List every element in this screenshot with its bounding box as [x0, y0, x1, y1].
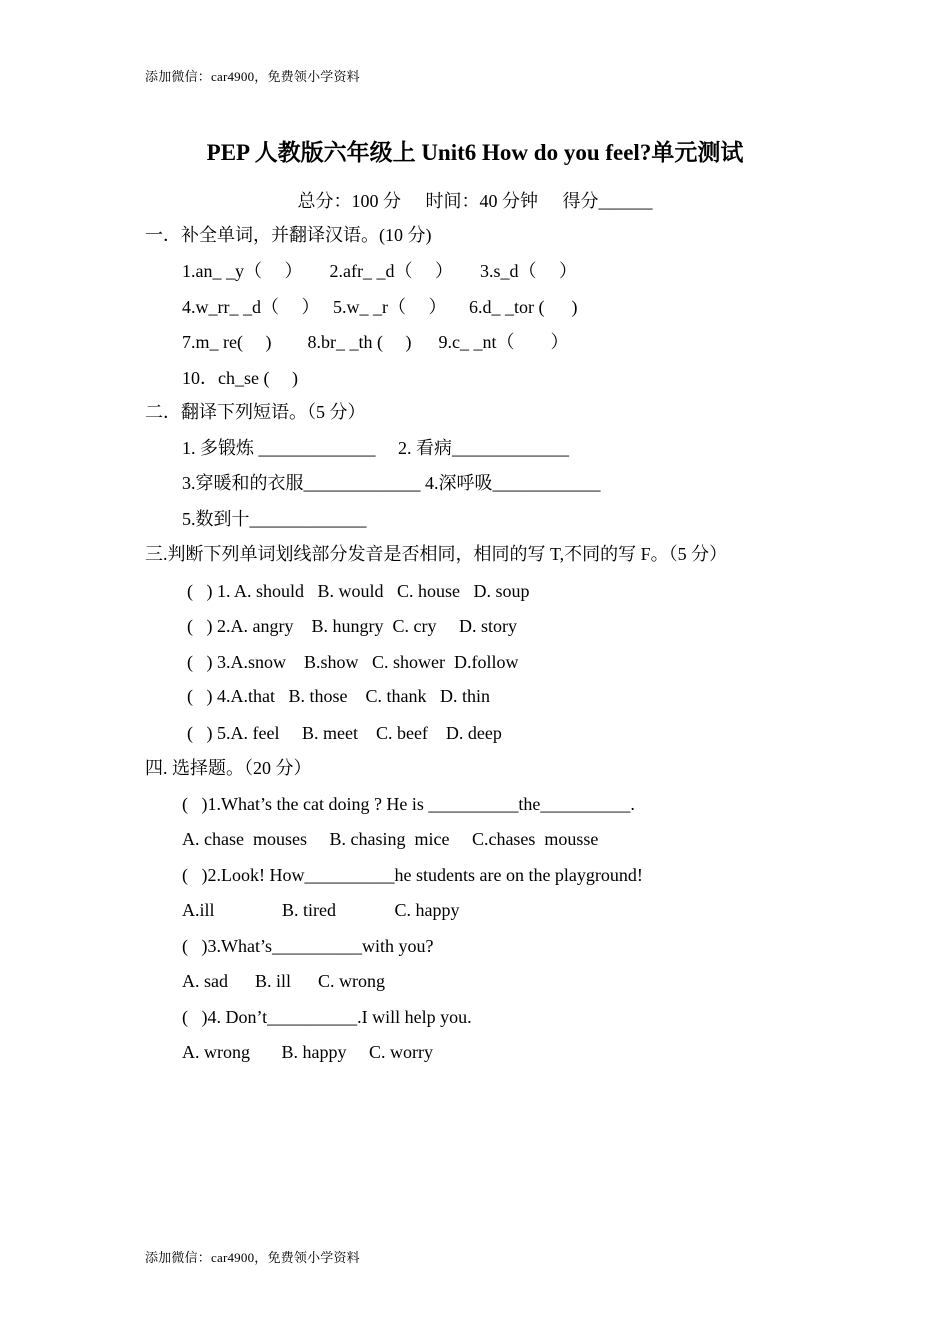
- section-3-row: ( ) 3.A.snow B.show C. shower D.follow: [187, 652, 519, 672]
- section-2-row: 5.数到十_____________: [182, 509, 367, 529]
- section-4-question: ( )1.What’s the cat doing ? He is __________the__________.: [182, 794, 635, 814]
- section-3-row: ( ) 1. A. should B. would C. house D. soup: [187, 581, 530, 601]
- page-footer-note: 添加微信：car4900，免费领小学资料: [145, 1250, 360, 1265]
- time-limit: 时间：40 分钟: [425, 191, 538, 211]
- page-header-note: 添加微信：car4900，免费领小学资料: [145, 69, 360, 84]
- section-2-row: 1. 多锻炼 _____________ 2. 看病_____________: [182, 438, 569, 458]
- total-score: 总分：100 分: [297, 191, 401, 211]
- section-1-row: 4.w_rr_ _d（ ） 5.w_ _r（ ） 6.d_ _tor ( ): [182, 297, 578, 317]
- section-3-heading: 三.判断下列单词划线部分发音是否相同，相同的写 T,不同的写 F。（5 分）: [145, 544, 728, 564]
- section-4-question: ( )2.Look! How__________he students are on the playground!: [182, 865, 643, 885]
- section-4-options: A.ill B. tired C. happy: [182, 900, 460, 920]
- section-4-options: A. wrong B. happy C. worry: [182, 1042, 433, 1062]
- section-4-options: A. sad B. ill C. wrong: [182, 971, 386, 991]
- section-3-row: ( ) 2.A. angry B. hungry C. cry D. story: [187, 616, 517, 636]
- section-1-row: 7.m_ re( ) 8.br_ _th ( ) 9.c_ _nt（ ）: [182, 332, 569, 352]
- section-1-row: 1.an_ _y（ ） 2.afr_ _d（ ） 3.s_d（ ）: [182, 261, 577, 281]
- section-2-heading: 二．翻译下列短语。（5 分）: [145, 402, 366, 422]
- section-1-heading: 一．补全单词，并翻译汉语。(10 分): [145, 225, 432, 245]
- section-4-question: ( )3.What’s__________with you?: [182, 936, 434, 956]
- score-info: [0, 187, 950, 213]
- section-4-heading: 四. 选择题。（20 分）: [145, 758, 312, 778]
- section-3-row: ( ) 5.A. feel B. meet C. beef D. deep: [187, 723, 502, 743]
- section-1-row: 10．ch_se ( ): [182, 368, 298, 388]
- section-4-options: A. chase mouses B. chasing mice C.chases mousse: [182, 829, 599, 849]
- page-title: PEP 人教版六年级上 Unit6 How do you feel?单元测试: [206, 140, 744, 165]
- section-2-row: 3.穿暖和的衣服_____________ 4.深呼吸____________: [182, 473, 601, 493]
- section-3-row: ( ) 4.A.that B. those C. thank D. thin: [187, 686, 490, 706]
- score-blank: 得分______: [562, 191, 653, 211]
- section-4-question: ( )4. Don’t__________.I will help you.: [182, 1007, 472, 1027]
